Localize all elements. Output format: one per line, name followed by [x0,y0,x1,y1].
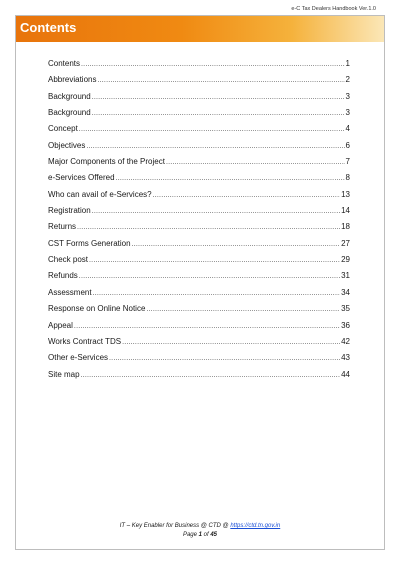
toc-dot-leader [79,126,345,133]
toc-entry-title: Check post [48,255,89,265]
toc-entry-page: 36 [341,320,350,330]
toc-entry[interactable] [48,206,350,222]
toc-dot-leader [132,241,341,248]
table-of-contents [48,59,350,386]
toc-entry-page: 35 [341,304,350,314]
toc-entry-title: Background [48,108,91,118]
toc-entry[interactable] [48,271,350,287]
toc-entry-title: Response on Online Notice [48,304,146,314]
toc-dot-leader [166,159,345,166]
toc-dot-leader [74,323,340,330]
toc-entry-title: Major Components of the Project [48,157,165,167]
toc-entry-page: 27 [341,238,350,248]
toc-dot-leader [81,61,345,68]
toc-entry-title: Registration [48,206,91,216]
toc-entry[interactable] [48,255,350,271]
toc-entry-title: Who can avail of e-Services? [48,189,152,199]
toc-entry[interactable] [48,190,350,206]
toc-entry-page: 1 [345,59,350,68]
toc-entry[interactable] [48,75,350,91]
toc-dot-leader [146,306,340,313]
toc-entry-title: CST Forms Generation [48,238,131,248]
toc-dot-leader [153,192,340,199]
footer-link[interactable]: https://ctd.tn.gov.in [230,523,281,529]
toc-entry-page: 8 [345,173,350,183]
toc-entry-page: 43 [341,353,350,363]
toc-entry-page: 2 [345,75,350,85]
toc-entry-title: Objectives [48,140,86,150]
toc-entry-page: 14 [341,206,350,216]
toc-entry-page: 3 [345,91,350,101]
toc-entry-page: 3 [345,108,350,118]
toc-dot-leader [93,290,341,297]
toc-entry[interactable] [48,124,350,140]
toc-entry-title: Background [48,91,91,101]
toc-entry-title: Contents [48,59,81,68]
toc-dot-leader [92,94,345,101]
page-of: of [202,532,211,538]
toc-entry[interactable] [48,304,350,320]
footer-tagline: IT – Key Enabler for Business @ CTD @ [119,523,231,529]
toc-dot-leader [92,208,340,215]
toc-dot-leader [122,339,340,346]
toc-entry-page: 34 [341,287,350,297]
page-footer [16,522,384,540]
toc-dot-leader [89,257,340,264]
toc-entry[interactable] [48,337,350,353]
toc-dot-leader [92,110,345,117]
page-current: 1 [198,532,202,538]
page-total: 45 [210,532,218,538]
toc-entry-title: Appeal [48,320,73,330]
footer-page-number [16,531,384,540]
page-title: Contents [20,20,77,35]
toc-entry-page: 7 [345,157,350,167]
toc-dot-leader [116,175,345,182]
contents-banner [16,16,384,42]
toc-entry-page: 13 [341,189,350,199]
toc-dot-leader [109,355,340,362]
toc-entry-title: Site map [48,369,80,379]
toc-dot-leader [79,273,340,280]
toc-entry[interactable] [48,59,350,75]
toc-entry-page: 31 [341,271,350,281]
toc-dot-leader [97,77,344,84]
toc-dot-leader [77,224,340,231]
toc-entry-page: 4 [345,124,350,134]
toc-entry[interactable] [48,141,350,157]
toc-entry-page: 29 [341,255,350,265]
toc-entry-page: 42 [341,336,350,346]
toc-entry-title: Assessment [48,287,92,297]
toc-entry-title: Other e-Services [48,353,109,363]
toc-entry[interactable] [48,92,350,108]
toc-entry-page: 44 [341,369,350,379]
toc-entry[interactable] [48,370,350,386]
toc-dot-leader [86,143,344,150]
toc-entry[interactable] [48,157,350,173]
footer-tagline-line [16,522,384,531]
toc-dot-leader [81,372,341,379]
toc-entry[interactable] [48,222,350,238]
toc-entry-title: Works Contract TDS [48,336,122,346]
toc-entry[interactable] [48,239,350,255]
page-prefix: Page [182,532,199,538]
toc-entry-title: Abbreviations [48,75,97,85]
toc-entry[interactable] [48,108,350,124]
toc-entry-page: 18 [341,222,350,232]
toc-entry[interactable] [48,173,350,189]
toc-entry-title: e-Services Offered [48,173,115,183]
toc-entry[interactable] [48,321,350,337]
toc-entry-title: Concept [48,124,78,134]
toc-entry-page: 6 [345,140,350,150]
toc-entry-title: Returns [48,222,77,232]
toc-entry[interactable] [48,288,350,304]
toc-entry[interactable] [48,353,350,369]
running-head: e-C Tax Dealers Handbook Ver.1.0 [291,6,376,12]
toc-entry-title: Refunds [48,271,78,281]
